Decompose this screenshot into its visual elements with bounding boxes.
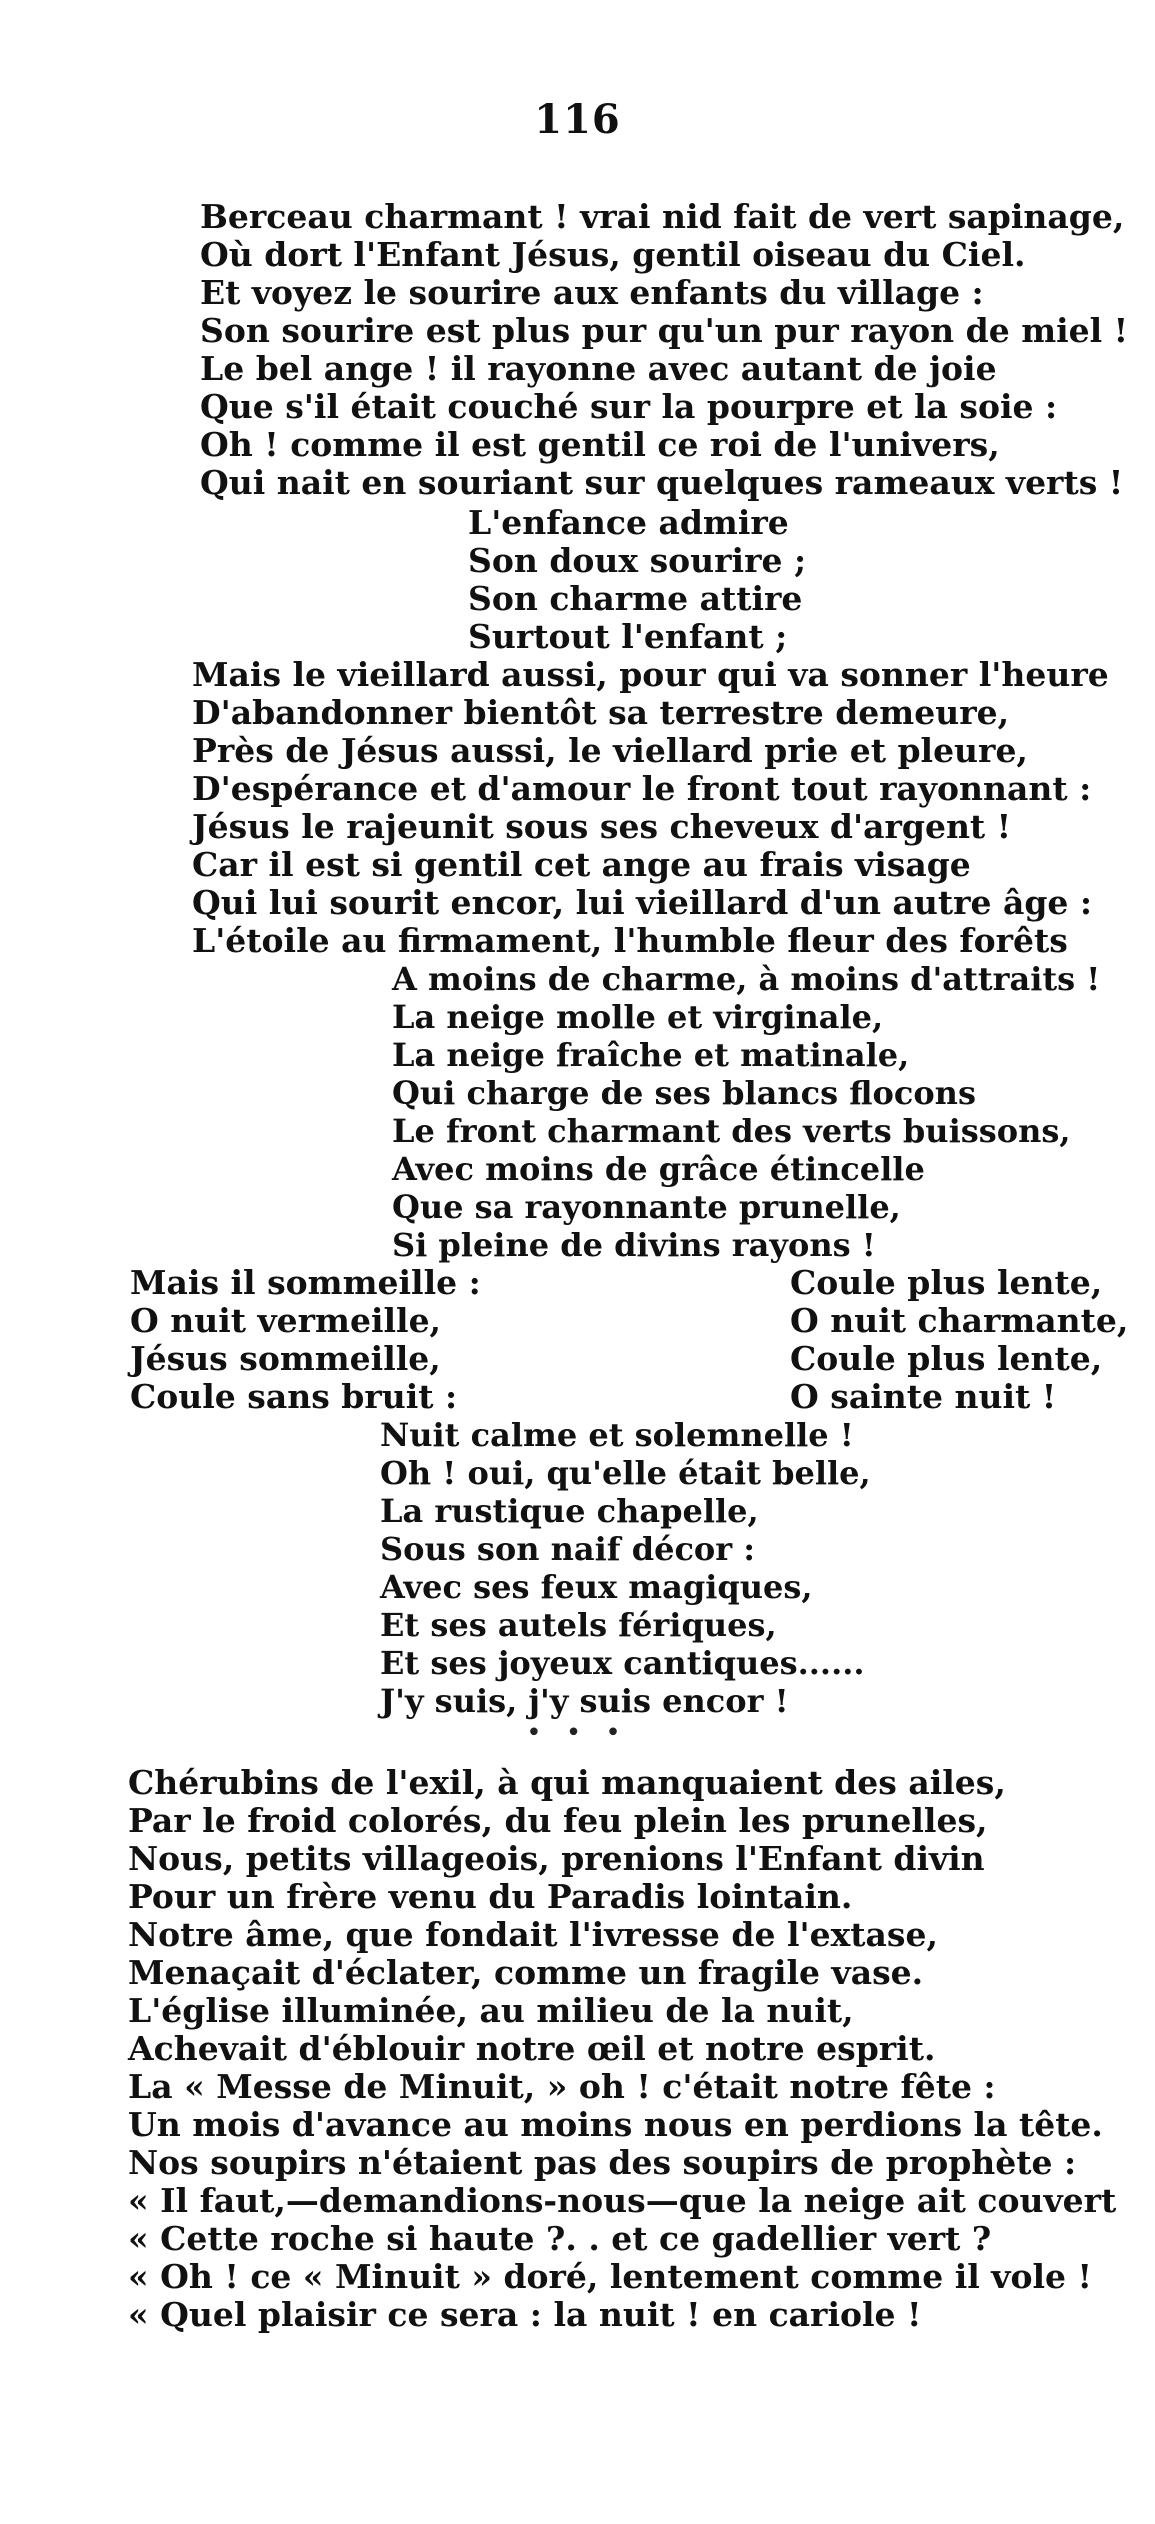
verse-line: Avec ses feux magiques,: [380, 1568, 813, 1606]
verse-line: Si pleine de divins rayons !: [392, 1226, 876, 1264]
verse-line: Que sa rayonnante prunelle,: [392, 1188, 901, 1226]
verse-line: L'étoile au firmament, l'humble fleur des forêts: [192, 921, 1068, 960]
verse-line: Oh ! comme il est gentil ce roi de l'univers,: [200, 425, 1000, 464]
left-column-line: Mais il sommeille :: [130, 1263, 481, 1302]
left-column-line: Coule sans bruit :: [130, 1377, 458, 1416]
verse-line: Et ses joyeux cantiques......: [380, 1644, 865, 1682]
verse-line: Chérubins de l'exil, à qui manquaient des ailes,: [128, 1763, 1006, 1802]
verse-line: « Cette roche si haute ?. . et ce gadellier vert ?: [128, 2219, 992, 2258]
verse-line: Pour un frère venu du Paradis lointain.: [128, 1877, 853, 1916]
verse-line: « Quel plaisir ce sera : la nuit ! en cariole !: [128, 2295, 922, 2334]
verse-line: D'espérance et d'amour le front tout rayonnant :: [192, 769, 1092, 808]
verse-line: Notre âme, que fondait l'ivresse de l'extase,: [128, 1915, 938, 1954]
verse-line: Son sourire est plus pur qu'un pur rayon de miel !: [200, 311, 1129, 350]
right-column-line: O nuit charmante,: [790, 1301, 1129, 1340]
right-column-line: Coule plus lente,: [790, 1339, 1103, 1378]
verse-line: Et voyez le sourire aux enfants du village :: [200, 273, 984, 312]
verse-line: Surtout l'enfant ;: [468, 617, 788, 656]
verse-line: A moins de charme, à moins d'attraits !: [392, 960, 1101, 998]
verse-line: La rustique chapelle,: [380, 1492, 759, 1530]
verse-line: Nos soupirs n'étaient pas des soupirs de prophète :: [128, 2143, 1077, 2182]
verse-line: Berceau charmant ! vrai nid fait de vert sapinage,: [200, 197, 1125, 236]
verse-line: Avec moins de grâce étincelle: [392, 1150, 925, 1188]
page-number: 116: [534, 96, 621, 143]
verse-line: Jésus le rajeunit sous ses cheveux d'argent !: [192, 807, 1012, 846]
verse-line: Sous son naif décor :: [380, 1530, 756, 1568]
verse-line: Son doux sourire ;: [468, 541, 807, 580]
left-column-line: Jésus sommeille,: [130, 1339, 441, 1378]
verse-line: « Oh ! ce « Minuit » doré, lentement comme il vole !: [128, 2257, 1092, 2296]
section-divider: • • •: [526, 1718, 629, 1748]
verse-line: « Il faut,—demandions-nous—que la neige ait couvert: [128, 2181, 1117, 2220]
verse-line: L'enfance admire: [468, 503, 789, 542]
verse-line: Qui nait en souriant sur quelques rameaux verts !: [200, 463, 1124, 502]
verse-line: Mais le vieillard aussi, pour qui va sonner l'heure: [192, 655, 1109, 694]
verse-line: Où dort l'Enfant Jésus, gentil oiseau du Ciel.: [200, 235, 1026, 274]
verse-line: La « Messe de Minuit, » oh ! c'était notre fête :: [128, 2067, 996, 2106]
verse-line: D'abandonner bientôt sa terrestre demeure,: [192, 693, 1010, 732]
left-column-line: O nuit vermeille,: [130, 1301, 442, 1340]
verse-line: Et ses autels fériques,: [380, 1606, 777, 1644]
verse-line: L'église illuminée, au milieu de la nuit,: [128, 1991, 854, 2030]
verse-line: Le front charmant des verts buissons,: [392, 1112, 1071, 1150]
verse-line: Achevait d'éblouir notre œil et notre esprit.: [128, 2029, 936, 2068]
verse-line: La neige fraîche et matinale,: [392, 1036, 910, 1074]
verse-line: Près de Jésus aussi, le viellard prie et pleure,: [192, 731, 1028, 770]
verse-line: Son charme attire: [468, 579, 803, 618]
verse-line: Nuit calme et solemnelle !: [380, 1416, 854, 1454]
verse-line: Menaçait d'éclater, comme un fragile vase.: [128, 1953, 924, 1992]
verse-line: Le bel ange ! il rayonne avec autant de joie: [200, 349, 997, 388]
verse-line: Oh ! oui, qu'elle était belle,: [380, 1454, 871, 1492]
verse-line: Qui lui sourit encor, lui vieillard d'un autre âge :: [192, 883, 1093, 922]
right-column-line: O sainte nuit !: [790, 1377, 1057, 1416]
verse-line: La neige molle et virginale,: [392, 998, 884, 1036]
verse-line: Nous, petits villageois, prenions l'Enfant divin: [128, 1839, 985, 1878]
verse-line: Par le froid colorés, du feu plein les prunelles,: [128, 1801, 988, 1840]
verse-line: Un mois d'avance au moins nous en perdions la tête.: [128, 2105, 1103, 2144]
verse-line: J'y suis, j'y suis encor !: [380, 1682, 789, 1720]
verse-line: Qui charge de ses blancs flocons: [392, 1074, 976, 1112]
verse-line: Que s'il était couché sur la pourpre et la soie :: [200, 387, 1058, 426]
right-column-line: Coule plus lente,: [790, 1263, 1103, 1302]
verse-line: Car il est si gentil cet ange au frais visage: [192, 845, 971, 884]
